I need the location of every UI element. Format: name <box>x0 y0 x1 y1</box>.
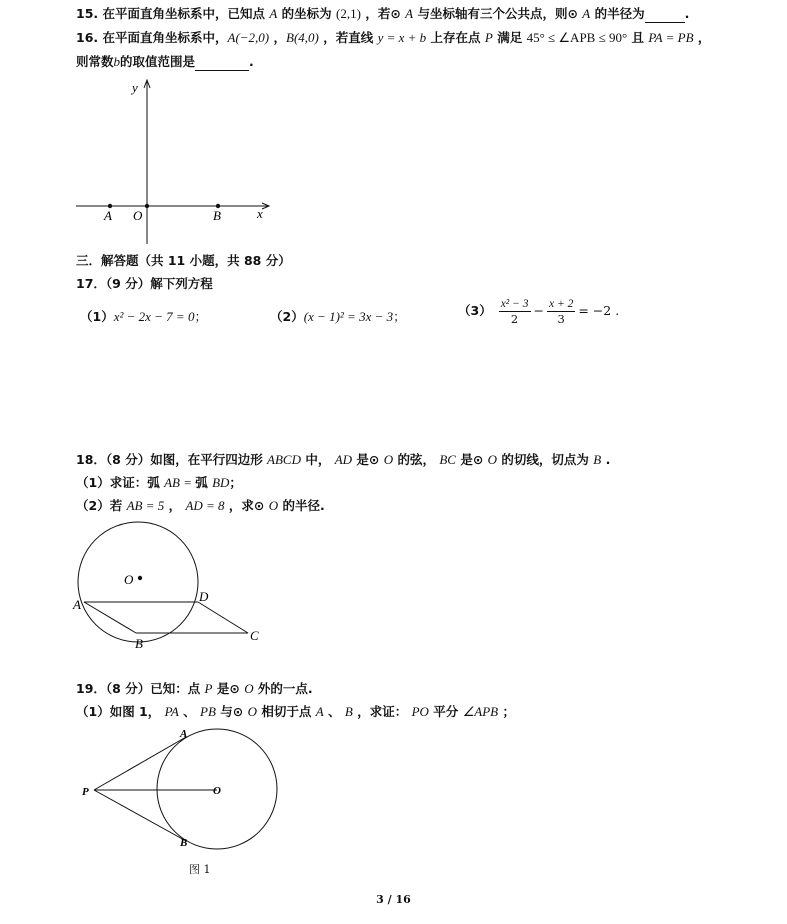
q17-part2: （2）(x − 1)² = 3x − 3； <box>270 309 406 324</box>
label-a: A <box>73 597 81 612</box>
question-17: 17．（9 分）解下列方程 <box>76 276 213 291</box>
point-o <box>145 204 149 208</box>
q17-part3: （3） $\frac{\text{x² − 3}}{2}$ − $\frac{x + 2}{3}$ = −2 . <box>458 298 620 326</box>
tangent-pa <box>94 737 186 790</box>
question-number: 15. <box>76 6 99 21</box>
answer-blank[interactable] <box>195 54 249 71</box>
page-number: 3 / 16 <box>376 893 411 906</box>
circle-o <box>78 522 198 642</box>
label-b: B <box>213 208 221 223</box>
fraction-1: $\frac{\text{x² − 3}}{2}$ <box>500 298 529 326</box>
label-b: B <box>135 636 143 651</box>
center-o-dot <box>138 576 142 580</box>
question-15: 15. 在平面直角坐标系中，已知点 A 的坐标为 (2,1) ，若⊙ A 与坐标轴有三个公共点，则⊙ A 的半径为 . <box>76 6 690 21</box>
tangent-lines-figure <box>76 725 286 853</box>
segment-dc <box>198 602 248 633</box>
label-c: C <box>250 628 259 643</box>
question-18-part2: （2）若 AB = 5 ， AD = 8 ，求⊙ O 的半径. <box>76 498 325 513</box>
label-a: A <box>180 728 188 740</box>
parallelogram-circle-figure <box>70 518 270 652</box>
label-o: O <box>213 785 221 797</box>
fraction-2: $\frac{x + 2}{3}$ <box>548 298 574 326</box>
question-18-part1: （1）求证：弧 AB = 弧 BD； <box>76 475 242 490</box>
figure-caption: 图 1 <box>189 863 211 876</box>
y-label: y <box>132 80 138 95</box>
question-16-line2: 则常数b的取值范围是 . <box>76 54 254 69</box>
question-18: 18．（8 分）如图，在平行四边形 ABCD 中， AD 是⊙ O 的弦， BC 是⊙ O 的切线，切点为 B . <box>76 452 611 467</box>
label-b: B <box>180 837 188 849</box>
segment-ab <box>84 602 136 633</box>
label-o: O <box>124 572 134 587</box>
coordinate-figure <box>70 76 280 248</box>
label-p: P <box>82 786 89 798</box>
tangent-pb <box>94 790 186 841</box>
label-o: O <box>133 208 143 223</box>
question-19-part1: （1）如图 1， PA 、 PB 与⊙ O 相切于点 A 、 B ，求证： PO 平分 ∠APB ； <box>76 704 515 719</box>
question-19: 19．（8 分）已知：点 P 是⊙ O 外的一点. <box>76 681 313 696</box>
section-heading: 三．解答题（共 11 小题，共 88 分） <box>76 253 291 268</box>
question-number: 16. <box>76 30 99 45</box>
question-16: 16. 在平面直角坐标系中，A(−2,0) ，B(4,0) ，若直线 y = x + b 上存在点 P 满足 45° ≤ ∠APB ≤ 90° 且 PA = PB ， <box>76 30 711 45</box>
x-label: x <box>257 206 263 221</box>
label-d: D <box>199 589 209 604</box>
label-a: A <box>104 208 112 223</box>
q17-part1: （1）x² − 2x − 7 = 0； <box>80 309 207 324</box>
answer-blank[interactable] <box>645 6 685 23</box>
